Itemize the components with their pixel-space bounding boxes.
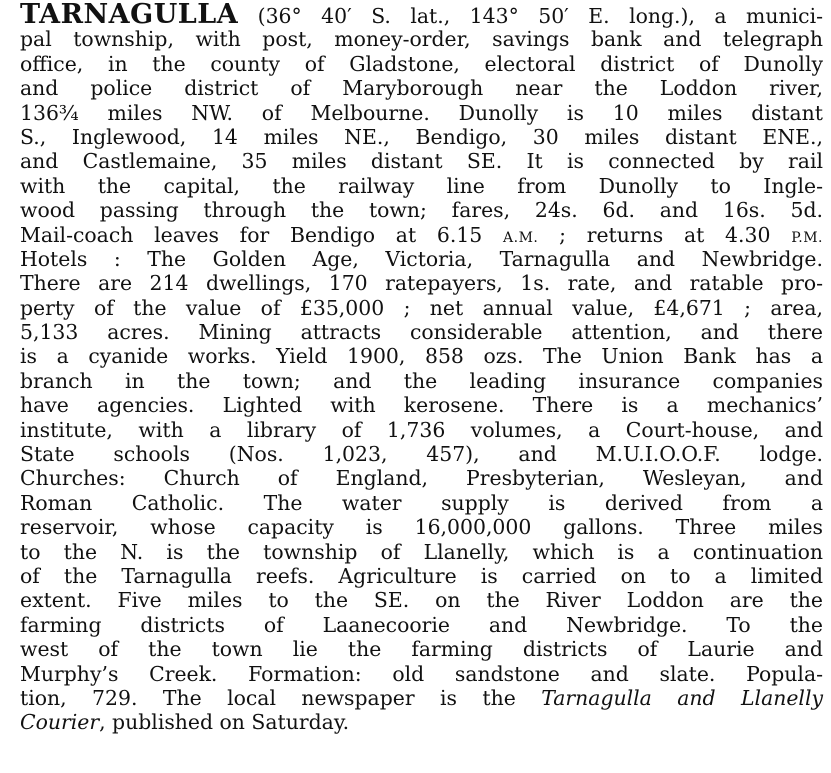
entry-line: 136¾ miles NW. of Melbourne. Dunolly is 10 miles distant <box>20 100 823 125</box>
entry-line: have agencies. Lighted with kerosene. There is a mechanics’ <box>20 393 823 418</box>
entry-line: is a cyanide works. Yield 1900, 858 ozs. The Union Bank has a <box>20 344 823 369</box>
entry-line: Roman Catholic. The water supply is derived from a <box>20 490 823 515</box>
line-text: , published on Saturday. <box>99 710 350 735</box>
entry-line <box>20 686 823 710</box>
entry-line: to the N. is the township of Llanelly, which is a continuation <box>20 539 823 564</box>
entry-line: Churches: Church of England, Presbyterian, Wesleyan, and <box>20 466 823 491</box>
line-text: (36° 40′ S. lat., 143° 50′ E. long.), a munici- <box>238 4 823 28</box>
entry-line <box>20 223 823 247</box>
line-text: ; returns at 4.30 <box>538 222 792 247</box>
entry-line: office, in the county of Gladstone, electoral district of Dunolly <box>20 51 823 76</box>
entry-line: Hotels : The Golden Age, Victoria, Tarnagulla and Newbridge. <box>20 246 823 271</box>
entry-line <box>20 0 823 30</box>
entry-line: reservoir, whose capacity is 16,000,000 gallons. Three miles <box>20 515 823 540</box>
entry-line: S., Inglewood, 14 miles NE., Bendigo, 30 miles distant ENE., <box>20 124 823 149</box>
entry-line: perty of the value of £35,000 ; net annual value, £4,671 ; area, <box>20 295 823 320</box>
entry-line: with the capital, the railway line from Dunolly to Ingle- <box>20 173 823 198</box>
entry-line: west of the town lie the farming districts of Laurie and <box>20 637 823 662</box>
time-pm: P.M. <box>791 229 824 246</box>
newspaper-title: Courier <box>20 710 100 735</box>
entry-line: institute, with a library of 1,736 volumes, a Court-house, and <box>20 417 823 442</box>
entry-line: Murphy’s Creek. Formation: old sandstone and slate. Popula- <box>20 661 823 686</box>
entry-line: 5,133 acres. Mining attracts considerable attention, and there <box>20 320 823 345</box>
entry-line: State schools (Nos. 1,023, 457), and M.U.I.O.O.F. lodge. <box>20 442 823 467</box>
entry-line: wood passing through the town; fares, 24s. 6d. and 16s. 5d. <box>20 198 823 223</box>
entry-line: and Castlemaine, 35 miles distant SE. It is connected by rail <box>20 149 823 174</box>
headword: TARNAGULLA <box>20 0 239 30</box>
entry-line: pal township, with post, money-order, savings bank and telegraph <box>20 27 823 52</box>
line-text: Mail-coach leaves for Bendigo at 6.15 <box>20 222 504 247</box>
line-text: tion, 729. The local newspaper is the <box>20 685 542 710</box>
entry-line: farming districts of Laanecoorie and Newbridge. To the <box>20 612 823 637</box>
time-am: A.M. <box>503 229 539 246</box>
entry-line <box>20 710 823 734</box>
entry-line: branch in the town; and the leading insurance companies <box>20 368 823 393</box>
gazetteer-entry <box>20 0 824 735</box>
entry-line: and police district of Maryborough near the Loddon river, <box>20 76 823 101</box>
entry-line: There are 214 dwellings, 170 ratepayers, 1s. rate, and ratable pro- <box>20 271 823 296</box>
entry-line: extent. Five miles to the SE. on the River Loddon are the <box>20 588 823 613</box>
entry-line: of the Tarnagulla reefs. Agriculture is carried on to a limited <box>20 563 823 588</box>
newspaper-title: Tarnagulla and Llanelly <box>541 685 823 710</box>
